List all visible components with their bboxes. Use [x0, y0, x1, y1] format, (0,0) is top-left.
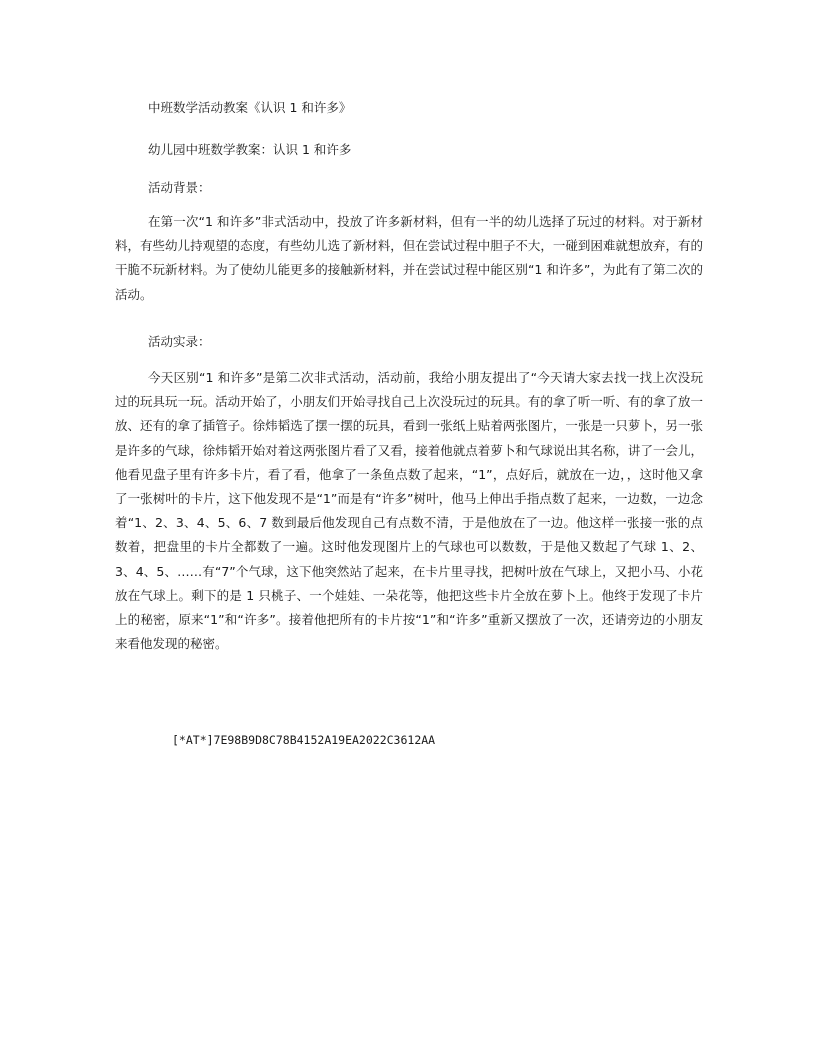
- record-paragraph: 今天区别“1 和许多”是第二次非式活动，活动前，我给小朋友提出了“今天请大家去找一找上次没玩过的玩具玩一玩。活动开始了，小朋友们开始寻找自己上次没玩过的玩具。有的拿了听一听、有的拿了放一放、还有的拿了插管子。徐炜韬选了摆一摆的玩具，看到一张纸上贴着两张图片，一张是一只萝卜，另一张是许多的气球，徐炜韬开始对着这两张图片看了又看，接着他就点着萝卜和气球说出其名称，讲了一会儿，他看见盘子里有许多卡片，看了看，他拿了一条鱼点数了起来，“1”，点好后，就放在一边，，这时他又拿了一张树叶的卡片，这下他发现不是“1”而是有“许多”树叶，他马上伸出手指点数了起来，一边数，一边念着“1、2、3、4、5、6、7 数到最后他发现自己有点数不清，于是他放在了一边。他这样一张接一张的点数着，把盘里的卡片全都数了一遍。这时他发现图片上的气球也可以数数，于是他又数起了气球 1、2、3、4、5、……有“7”个气球，这下他突然站了起来，在卡片里寻找，把树叶放在气球上，又把小马、小花放在气球上。剩下的是 1 只桃子、一个娃娃、一朵花等，他把这些卡片全放在萝卜上。他终于发现了卡片上的秘密，原来“1”和“许多”。接着他把所有的卡片按“1”和“许多”重新又摆放了一次，还请旁边的小朋友来看他发现的秘密。: [115, 370, 703, 652]
- background-heading: 活动背景：: [148, 180, 211, 195]
- document-title: 中班数学活动教案《认识 1 和许多》: [148, 100, 352, 115]
- document-footer-code: [*AT*]7E98B9D8C78B4152A19EA2022C3612AA: [172, 733, 436, 747]
- record-heading: 活动实录：: [148, 334, 211, 349]
- background-paragraph: 在第一次“1 和许多”非式活动中，投放了许多新材料，但有一半的幼儿选择了玩过的材料。对于新材料，有些幼儿持观望的态度，有些幼儿选了新材料，但在尝试过程中胆子不大，一碰到困难就想放弃，有的干脆不玩新材料。为了使幼儿能更多的接触新材料，并在尝试过程中能区别“1 和许多”，为此有了第二次的活动。: [115, 214, 703, 302]
- document-subtitle: 幼儿园中班数学教案：认识 1 和许多: [148, 142, 352, 157]
